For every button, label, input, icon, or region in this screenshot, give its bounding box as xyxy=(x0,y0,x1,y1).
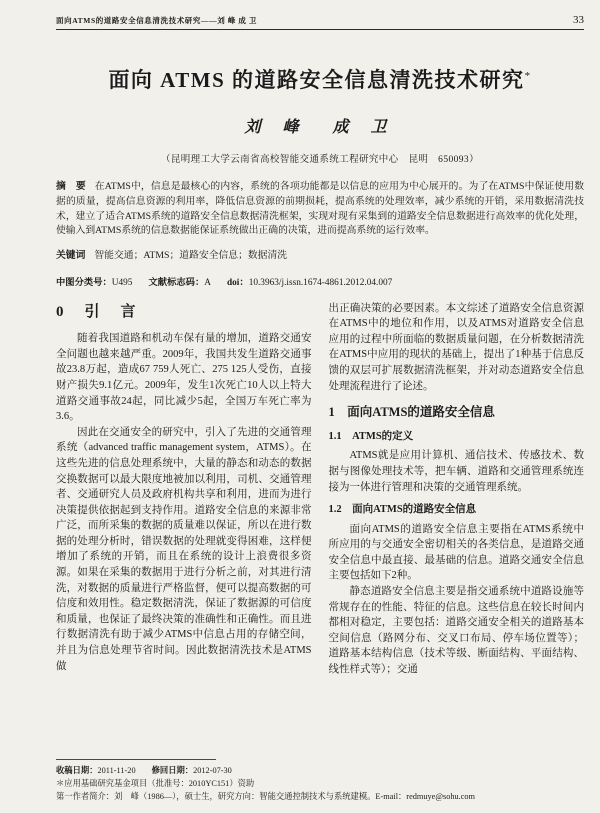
section-1-1-heading: 1.1 ATMS的定义 xyxy=(328,430,414,442)
section-0-heading: 0 引 言 xyxy=(56,303,139,320)
affiliation: （昆明理工大学云南省高校智能交通系统工程研究中心 昆明 650093） xyxy=(160,155,479,165)
footnote-rule xyxy=(56,759,216,760)
two-column-body xyxy=(56,301,584,678)
keywords-text: 智能交通；ATMS；道路安全信息；数据清洗 xyxy=(94,249,288,261)
doc-code-label: 文献标志码： xyxy=(148,277,205,288)
right-column xyxy=(329,301,585,678)
keywords-line xyxy=(56,249,584,264)
dates-line xyxy=(56,764,584,777)
paragraph: ATMS就是应用计算机、通信技术、传感技术、数据与图像处理技术等，把车辆、道路和交通管理系统连接为一体进行管理和决策的交通管理系统。 xyxy=(328,450,584,493)
abstract-text: 在ATMS中，信息是最核心的内容，系统的各项功能都是以信息的应用为中心展开的。为了在ATMS中保证使用数据的质量，提高信息资源的利用率，降低信息资源的前期损耗，提高系统的处理效率，减少系统的开销，采用数据清洗技术，建立了适合ATMS系统的道路安全信息数据清洗框架，实现对现有采集到的道路安全信息数据进行高效率的优化处理，使输入到ATMS系统的信息数据能保证系统做出正确的决策，进而提高系统的运行效率。 xyxy=(56,181,585,237)
running-head: 面向ATMS的道路安全信息清洗技术研究——刘 峰 成 卫 xyxy=(56,16,258,25)
abstract xyxy=(56,180,584,239)
received-date: 2011-11-20 xyxy=(97,766,136,775)
doc-code-value: A xyxy=(204,277,211,288)
page-content xyxy=(56,0,584,678)
keywords-label: 关键词 xyxy=(56,249,86,261)
classification-line xyxy=(56,274,584,288)
clc-label: 中图分类号： xyxy=(56,277,112,288)
title-footnote-mark: * xyxy=(524,70,532,82)
section-1-heading: 1 面向ATMS的道路安全信息 xyxy=(328,405,495,420)
abstract-label: 摘 要 xyxy=(56,181,86,192)
article-title xyxy=(56,64,584,94)
page-header xyxy=(56,0,584,26)
article-title-text: 面向 ATMS 的道路安全信息清洗技术研究 xyxy=(108,68,525,92)
paragraph: 因此在交通安全的研究中，引入了先进的交通管理系统（advanced traffic management system，ATMS）。在这些先进的信息处理系统中，大量的静态和动态的数据交换数据可以最大限度地被加以利用，司机、交通管理者、交通研究人员及政府机构共享和利用，进而为进行决策提供依据起到支持作用。道路安全信息的来源非常广泛，而所采集的数据的质量难以保证，所以在进行数据的处理分析时，错误数据的处理就变得困难，这样便增加了系统的开销，而且在系统的设计上浪费很多资源。如果在采集的数据用于进行分析之前，对其进行清洗，对数据的质量进行严格监督，便可以提高数据的可信度和效用性。稳定数据清洗，保证了数据源的可信度和质量，也保证了最终决策的准确性和正确性。而且进行数据清洗有助于减少ATMS中信息占用的存储空间，并且为信息处理节省时间。因此数据清洗技术是ATMS做 xyxy=(56,426,312,672)
paragraph: 面向ATMS的道路安全信息主要指在ATMS系统中所应用的与交通安全密切相关的各类信息，是道路交通安全信息中最直接、最基础的信息。道路交通安全信息主要包括如下2种。 xyxy=(328,523,584,582)
paragraph: 随着我国道路和机动车保有量的增加，道路交通安全问题也越来越严重。2009年，我国共发生道路交通事故23.8万起，造成67 759人死亡、275 125人受伤，直接财产损失9.1亿元。2009年，发生1次死亡10人以上特大道路交通事故24起，同比减少5起，全国万车死亡率为3.6。 xyxy=(56,333,312,423)
page-number: 33 xyxy=(573,14,584,26)
received-label: 收稿日期： xyxy=(56,766,98,775)
first-author-bio: 第一作者简介：刘 峰（1986—），硕士生，研究方向：智能交通控制技术与系统建模。E-mail：redmuye@sohu.com xyxy=(56,792,476,801)
doi-value: 10.3963/j.issn.1674-4861.2012.04.007 xyxy=(248,277,393,288)
revised-label: 修回日期： xyxy=(151,766,194,775)
doi-label: doi： xyxy=(226,277,249,288)
header-rule xyxy=(56,29,584,30)
section-1-2-heading: 1.2 面向ATMS的道路安全信息 xyxy=(328,504,477,516)
left-column xyxy=(56,301,312,678)
footnote-area xyxy=(56,759,584,803)
revised-date: 2012-07-30 xyxy=(193,766,232,775)
paragraph-continuation: 出正确决策的必要因素。本文综述了道路安全信息资源在ATMS中的地位和作用，以及ATMS对道路安全信息应用的过程中所面临的数据质量问题，在分析数据清洗在ATMS中应用的现状的基础上，提出了1种基于信息反馈的双层可扩展数据清洗框架，并对动态道路安全信息处理流程进行了论述。 xyxy=(328,302,584,392)
funding-note: ＊应用基础研究基金项目（批准号：2010YC151）资助 xyxy=(56,779,255,788)
paragraph: 静态道路安全信息主要是指交通系统中道路设施等常规存在的性能、特征的信息。这些信息在较长时间内都相对稳定，主要包括：道路交通安全相关的道路基本空间信息（路网分布、交叉口布局、停车场位置等）；道路基本结构信息（技术等级、断面结构、平面结构、线性样式等）；交通 xyxy=(328,586,584,676)
authors: 刘 峰 成 卫 xyxy=(244,119,396,136)
clc-value: U495 xyxy=(111,277,133,288)
